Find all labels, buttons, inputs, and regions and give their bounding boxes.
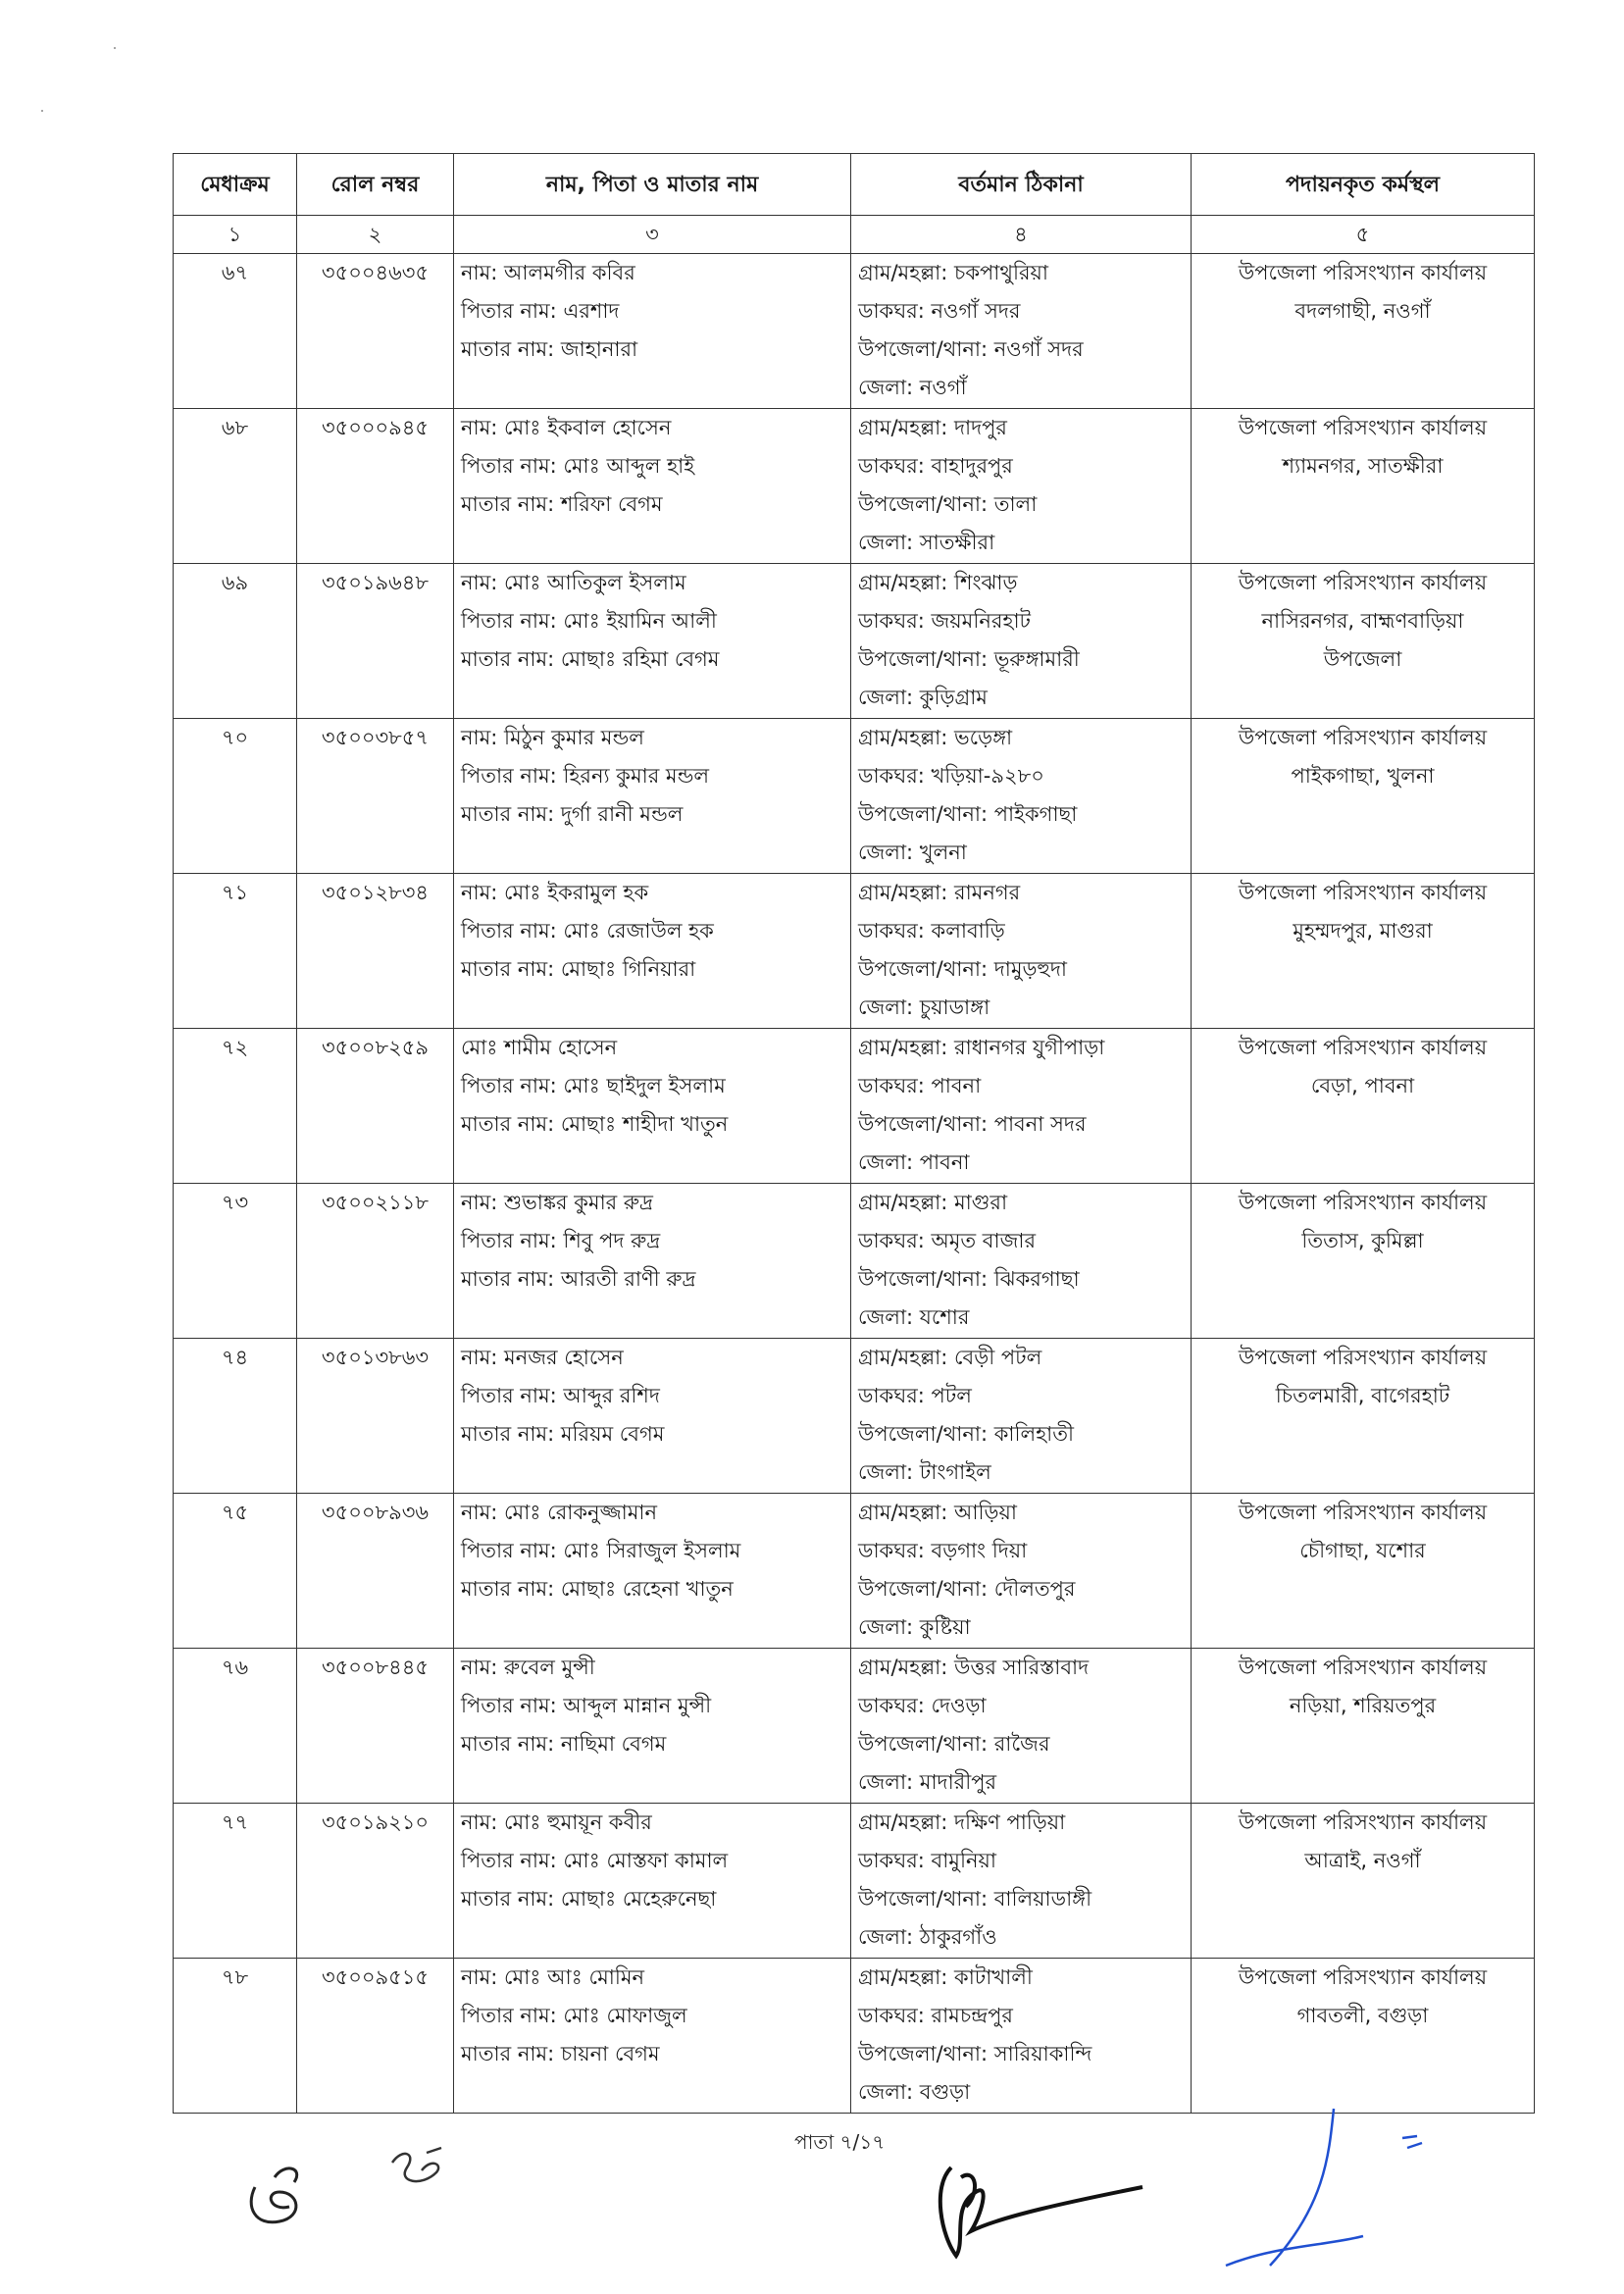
posting-cell — [1192, 564, 1535, 719]
address-cell-line: উপজেলা/থানা: ঝিকরগাছা — [858, 1267, 1080, 1291]
posting-cell — [1192, 254, 1535, 409]
name-cell-line: পিতার নাম: এরশাদ — [461, 299, 620, 323]
merit-cell: ৭৩ — [174, 1184, 297, 1339]
posting-cell-line: শ্যামনগর, সাতক্ষীরা — [1282, 454, 1444, 478]
posting-cell-line: চৌগাছা, যশোর — [1299, 1539, 1426, 1562]
name-cell-line: পিতার নাম: আব্দুর রশিদ — [461, 1384, 660, 1407]
address-cell-line: জেলা: মাদারীপুর — [858, 1770, 997, 1794]
name-cell-line: পিতার নাম: মোঃ মোফাজুল — [461, 2004, 687, 2027]
roll-cell: ৩৫০১৩৮৬৩ — [297, 1339, 454, 1494]
address-cell-line: জেলা: খুলনা — [858, 841, 967, 864]
posting-cell — [1192, 1339, 1535, 1494]
posting-cell-line: চিতলমারী, বাগেরহাট — [1275, 1384, 1450, 1407]
name-cell — [454, 874, 851, 1029]
posting-cell — [1192, 719, 1535, 874]
address-cell-line: জেলা: যশোর — [858, 1305, 970, 1329]
posting-cell-line: উপজেলা পরিসংখ্যান কার্যালয় — [1238, 1346, 1488, 1369]
name-cell-line: নাম: মোঃ আঃ মোমিন — [461, 1965, 645, 1989]
name-cell — [454, 1339, 851, 1494]
roll-cell: ৩৫০০২১১৮ — [297, 1184, 454, 1339]
address-cell-line: গ্রাম/মহল্লা: দক্ষিণ পাড়িয়া — [858, 1810, 1066, 1834]
address-cell-line: ডাকঘর: খড়িয়া-৯২৮০ — [858, 764, 1044, 788]
address-cell — [851, 1184, 1192, 1339]
posting-cell-line: উপজেলা পরিসংখ্যান কার্যালয় — [1238, 1501, 1488, 1524]
address-cell-line: গ্রাম/মহল্লা: রাধানগর যুগীপাড়া — [858, 1036, 1105, 1059]
address-cell-line: গ্রাম/মহল্লা: মাগুরা — [858, 1191, 1008, 1214]
name-cell-line: মাতার নাম: জাহানারা — [461, 337, 638, 361]
merit-cell: ৭৬ — [174, 1649, 297, 1804]
name-cell-line: নাম: মোঃ হুমায়ূন কবীর — [461, 1810, 652, 1834]
address-cell-line: উপজেলা/থানা: পাইকগাছা — [858, 802, 1078, 826]
scan-speck — [41, 110, 43, 112]
posting-cell-line: উপজেলা পরিসংখ্যান কার্যালয় — [1238, 571, 1488, 594]
address-cell-line: জেলা: টাংগাইল — [858, 1460, 991, 1484]
name-cell-line: নাম: আলমগীর কবির — [461, 261, 635, 284]
merit-cell: ৬৮ — [174, 409, 297, 564]
address-cell-line: ডাকঘর: রামচন্দ্রপুর — [858, 2004, 1013, 2027]
table-row — [174, 254, 1535, 409]
table-row — [174, 719, 1535, 874]
merit-cell: ৭২ — [174, 1029, 297, 1184]
column-number: ৫ — [1192, 216, 1535, 254]
name-cell-line: পিতার নাম: হিরন্য কুমার মন্ডল — [461, 764, 710, 788]
address-cell — [851, 1029, 1192, 1184]
name-cell — [454, 409, 851, 564]
name-cell-line: নাম: মনজর হোসেন — [461, 1346, 624, 1369]
name-cell-line: নাম: মোঃ ইকরামুল হক — [461, 881, 649, 904]
address-cell — [851, 409, 1192, 564]
name-cell-line: মাতার নাম: চায়না বেগম — [461, 2042, 660, 2065]
table-row — [174, 564, 1535, 719]
posting-cell-line: পাইকগাছা, খুলনা — [1291, 764, 1435, 788]
scan-speck — [114, 47, 116, 49]
address-cell-line: ডাকঘর: দেওড়া — [858, 1694, 987, 1717]
name-cell-line: পিতার নাম: মোঃ ইয়ামিন আলী — [461, 609, 717, 633]
column-number-row — [174, 216, 1535, 254]
address-cell-line: ডাকঘর: জয়মনিরহাট — [858, 609, 1031, 633]
address-cell-line: উপজেলা/থানা: ভূরুঙ্গামারী — [858, 647, 1080, 671]
merit-cell: ৭০ — [174, 719, 297, 874]
address-cell-line: জেলা: ঠাকুরগাঁও — [858, 1925, 997, 1949]
address-cell-line: গ্রাম/মহল্লা: শিংঝাড় — [858, 571, 1018, 594]
posting-cell-line: আত্রাই, নওগাঁ — [1304, 1849, 1421, 1872]
address-cell-line: উপজেলা/থানা: বালিয়াডাঙ্গী — [858, 1887, 1092, 1911]
address-cell-line: ডাকঘর: পটল — [858, 1384, 972, 1407]
table-row — [174, 409, 1535, 564]
name-cell-line: মাতার নাম: মোছাঃ রহিমা বেগম — [461, 647, 720, 671]
address-cell-line: উপজেলা/থানা: রাজৈর — [858, 1732, 1050, 1756]
address-cell-line: জেলা: কুড়িগ্রাম — [858, 686, 988, 709]
address-cell — [851, 874, 1192, 1029]
initial-signature-2 — [382, 2143, 461, 2202]
roll-cell: ৩৫০০৮৪৪৫ — [297, 1649, 454, 1804]
posting-cell-line: উপজেলা পরিসংখ্যান কার্যালয় — [1238, 1656, 1488, 1679]
table-row — [174, 1339, 1535, 1494]
address-cell-line: গ্রাম/মহল্লা: দাদপুর — [858, 416, 1007, 439]
header-posting: পদায়নকৃত কর্মস্থল — [1192, 154, 1535, 216]
address-cell-line: গ্রাম/মহল্লা: আড়িয়া — [858, 1501, 1017, 1524]
name-cell-line: মাতার নাম: মরিয়ম বেগম — [461, 1422, 665, 1446]
address-cell — [851, 1959, 1192, 2114]
name-cell-line: নাম: মিঠুন কুমার মন্ডল — [461, 726, 644, 749]
merit-cell: ৭৫ — [174, 1494, 297, 1649]
table-row — [174, 1184, 1535, 1339]
header-roll: রোল নম্বর — [297, 154, 454, 216]
header-address: বর্তমান ঠিকানা — [851, 154, 1192, 216]
address-cell-line: জেলা: চুয়াডাঙ্গা — [858, 995, 990, 1019]
posting-cell-line: নড়িয়া, শরিয়তপুর — [1289, 1694, 1437, 1717]
authority-signature — [1216, 2099, 1432, 2285]
roll-cell: ৩৫০০৯৫১৫ — [297, 1959, 454, 2114]
posting-cell-line: বেড়া, পাবনা — [1310, 1074, 1415, 1097]
name-cell-line: মাতার নাম: শরিফা বেগম — [461, 492, 663, 516]
roll-cell: ৩৫০১৯২১০ — [297, 1804, 454, 1959]
posting-cell-line: উপজেলা পরিসংখ্যান কার্যালয় — [1238, 1036, 1488, 1059]
address-cell-line: ডাকঘর: বামুনিয়া — [858, 1849, 996, 1872]
name-cell-line: মাতার নাম: দুর্গা রানী মন্ডল — [461, 802, 684, 826]
merit-cell: ৬৭ — [174, 254, 297, 409]
name-cell-line: মাতার নাম: নাছিমা বেগম — [461, 1732, 667, 1756]
name-cell-line: পিতার নাম: আব্দুল মান্নান মুন্সী — [461, 1694, 712, 1717]
posting-cell-line: মুহম্মদপুর, মাগুরা — [1293, 919, 1433, 943]
name-cell-line: পিতার নাম: মোঃ ছাইদুল ইসলাম — [461, 1074, 726, 1097]
address-cell-line: ডাকঘর: পাবনা — [858, 1074, 982, 1097]
name-cell-line: মাতার নাম: মোছাঃ মেহেরুনেছা — [461, 1887, 717, 1911]
table-row — [174, 1494, 1535, 1649]
posting-cell — [1192, 1804, 1535, 1959]
posting-cell-line: নাসিরনগর, বাহ্মণবাড়িয়া — [1261, 609, 1464, 633]
posting-cell-line: তিতাস, কুমিল্লা — [1301, 1229, 1424, 1252]
merit-cell: ৭৮ — [174, 1959, 297, 2114]
address-cell — [851, 1339, 1192, 1494]
roll-cell: ৩৫০০৩৮৫৭ — [297, 719, 454, 874]
address-cell-line: জেলা: বগুড়া — [858, 2080, 971, 2104]
roll-cell: ৩৫০০০৯৪৫ — [297, 409, 454, 564]
posting-cell-line: উপজেলা পরিসংখ্যান কার্যালয় — [1238, 726, 1488, 749]
header-row — [174, 154, 1535, 216]
address-cell-line: গ্রাম/মহল্লা: উত্তর সারিস্তাবাদ — [858, 1656, 1090, 1679]
column-number: ১ — [174, 216, 297, 254]
column-number: ৩ — [454, 216, 851, 254]
name-cell-line: মোঃ শামীম হোসেন — [461, 1036, 618, 1059]
name-cell — [454, 564, 851, 719]
roll-cell: ৩৫০০৮২৫৯ — [297, 1029, 454, 1184]
posting-cell — [1192, 1959, 1535, 2114]
roll-cell: ৩৫০০৮৯৩৬ — [297, 1494, 454, 1649]
roll-cell: ৩৫০১৯৬৪৮ — [297, 564, 454, 719]
name-cell — [454, 719, 851, 874]
name-cell — [454, 1959, 851, 2114]
address-cell-line: গ্রাম/মহল্লা: চকপাথুরিয়া — [858, 261, 1049, 284]
table-body — [174, 254, 1535, 2114]
posting-cell-line: উপজেলা পরিসংখ্যান কার্যালয় — [1238, 1810, 1488, 1834]
address-cell-line: উপজেলা/থানা: নওগাঁ সদর — [858, 337, 1084, 361]
name-cell — [454, 1184, 851, 1339]
roll-cell: ৩৫০১২৮৩৪ — [297, 874, 454, 1029]
posting-cell — [1192, 1649, 1535, 1804]
table-row — [174, 1804, 1535, 1959]
address-cell-line: উপজেলা/থানা: দৌলতপুর — [858, 1577, 1076, 1601]
page-number: পাতা ৭/১৭ — [794, 2130, 886, 2154]
posting-cell-line: উপজেলা পরিসংখ্যান কার্যালয় — [1238, 416, 1488, 439]
column-number: ২ — [297, 216, 454, 254]
name-cell — [454, 254, 851, 409]
posting-cell — [1192, 874, 1535, 1029]
initial-signature-1 — [235, 2148, 343, 2236]
merit-cell: ৭৪ — [174, 1339, 297, 1494]
table-row — [174, 1959, 1535, 2114]
address-cell-line: জেলা: সাতক্ষীরা — [858, 531, 995, 554]
posting-cell — [1192, 1184, 1535, 1339]
table-row — [174, 1649, 1535, 1804]
merit-cell: ৭১ — [174, 874, 297, 1029]
address-cell-line: গ্রাম/মহল্লা: ভড়েঙ্গা — [858, 726, 1013, 749]
column-number: ৪ — [851, 216, 1192, 254]
table-row — [174, 874, 1535, 1029]
posting-cell — [1192, 1029, 1535, 1184]
posting-cell — [1192, 1494, 1535, 1649]
address-cell-line: জেলা: পাবনা — [858, 1150, 970, 1174]
name-cell-line: নাম: মোঃ রোকনুজ্জামান — [461, 1501, 657, 1524]
address-cell-line: জেলা: নওগাঁ — [858, 376, 967, 399]
address-cell-line: গ্রাম/মহল্লা: কাটাখালী — [858, 1965, 1033, 1989]
name-cell-line: পিতার নাম: মোঃ মোস্তফা কামাল — [461, 1849, 729, 1872]
address-cell-line: ডাকঘর: নওগাঁ সদর — [858, 299, 1021, 323]
address-cell — [851, 1494, 1192, 1649]
address-cell — [851, 564, 1192, 719]
posting-cell-line: উপজেলা — [1323, 647, 1402, 671]
address-cell-line: উপজেলা/থানা: সারিয়াকান্দি — [858, 2042, 1092, 2065]
address-cell-line: গ্রাম/মহল্লা: বেড়ী পটল — [858, 1346, 1042, 1369]
name-cell-line: পিতার নাম: মোঃ সিরাজুল ইসলাম — [461, 1539, 741, 1562]
name-cell-line: নাম: শুভাঙ্কর কুমার রুদ্র — [461, 1191, 653, 1214]
address-cell-line: ডাকঘর: বড়গাং দিয়া — [858, 1539, 1028, 1562]
address-cell-line: উপজেলা/থানা: তালা — [858, 492, 1038, 516]
posting-cell-line: উপজেলা পরিসংখ্যান কার্যালয় — [1238, 881, 1488, 904]
posting-cell-line: উপজেলা পরিসংখ্যান কার্যালয় — [1238, 1965, 1488, 1989]
posting-cell — [1192, 409, 1535, 564]
address-cell — [851, 1649, 1192, 1804]
name-cell-line: মাতার নাম: মোছাঃ গিনিয়ারা — [461, 957, 696, 981]
posting-cell-line: বদলগাছী, নওগাঁ — [1294, 299, 1431, 323]
header-merit: মেধাক্রম — [174, 154, 297, 216]
name-cell-line: নাম: রুবেল মুন্সী — [461, 1656, 595, 1679]
address-cell — [851, 1804, 1192, 1959]
posting-cell-line: গাবতলী, বগুড়া — [1296, 2004, 1429, 2027]
name-cell-line: নাম: মোঃ আতিকুল ইসলাম — [461, 571, 686, 594]
posting-cell-line: উপজেলা পরিসংখ্যান কার্যালয় — [1238, 1191, 1488, 1214]
header-name: নাম, পিতা ও মাতার নাম — [454, 154, 851, 216]
address-cell-line: ডাকঘর: অমৃত বাজার — [858, 1229, 1036, 1252]
name-cell-line: পিতার নাম: শিবু পদ রুদ্র — [461, 1229, 661, 1252]
address-cell-line: ডাকঘর: বাহাদুরপুর — [858, 454, 1013, 478]
address-cell-line: গ্রাম/মহল্লা: রামনগর — [858, 881, 1021, 904]
officer-signature — [922, 2148, 1147, 2266]
address-cell-line: জেলা: কুষ্টিয়া — [858, 1615, 971, 1639]
posting-cell-line: উপজেলা পরিসংখ্যান কার্যালয় — [1238, 261, 1488, 284]
name-cell-line: মাতার নাম: মোছাঃ রেহেনা খাতুন — [461, 1577, 734, 1601]
name-cell-line: পিতার নাম: মোঃ রেজাউল হক — [461, 919, 714, 943]
merit-list-table — [173, 153, 1535, 2114]
address-cell-line: উপজেলা/থানা: দামুড়হুদা — [858, 957, 1068, 981]
name-cell-line: মাতার নাম: মোছাঃ শাহীদা খাতুন — [461, 1112, 729, 1136]
name-cell — [454, 1029, 851, 1184]
roll-cell: ৩৫০০৪৬৩৫ — [297, 254, 454, 409]
name-cell-line: নাম: মোঃ ইকবাল হোসেন — [461, 416, 672, 439]
address-cell-line: ডাকঘর: কলাবাড়ি — [858, 919, 1005, 943]
address-cell — [851, 719, 1192, 874]
merit-cell: ৭৭ — [174, 1804, 297, 1959]
name-cell-line: পিতার নাম: মোঃ আব্দুল হাই — [461, 454, 695, 478]
merit-cell: ৬৯ — [174, 564, 297, 719]
name-cell — [454, 1649, 851, 1804]
address-cell-line: উপজেলা/থানা: পাবনা সদর — [858, 1112, 1087, 1136]
table-row — [174, 1029, 1535, 1184]
name-cell-line: মাতার নাম: আরতী রাণী রুদ্র — [461, 1267, 696, 1291]
name-cell — [454, 1494, 851, 1649]
address-cell-line: উপজেলা/থানা: কালিহাতী — [858, 1422, 1075, 1446]
address-cell — [851, 254, 1192, 409]
name-cell — [454, 1804, 851, 1959]
